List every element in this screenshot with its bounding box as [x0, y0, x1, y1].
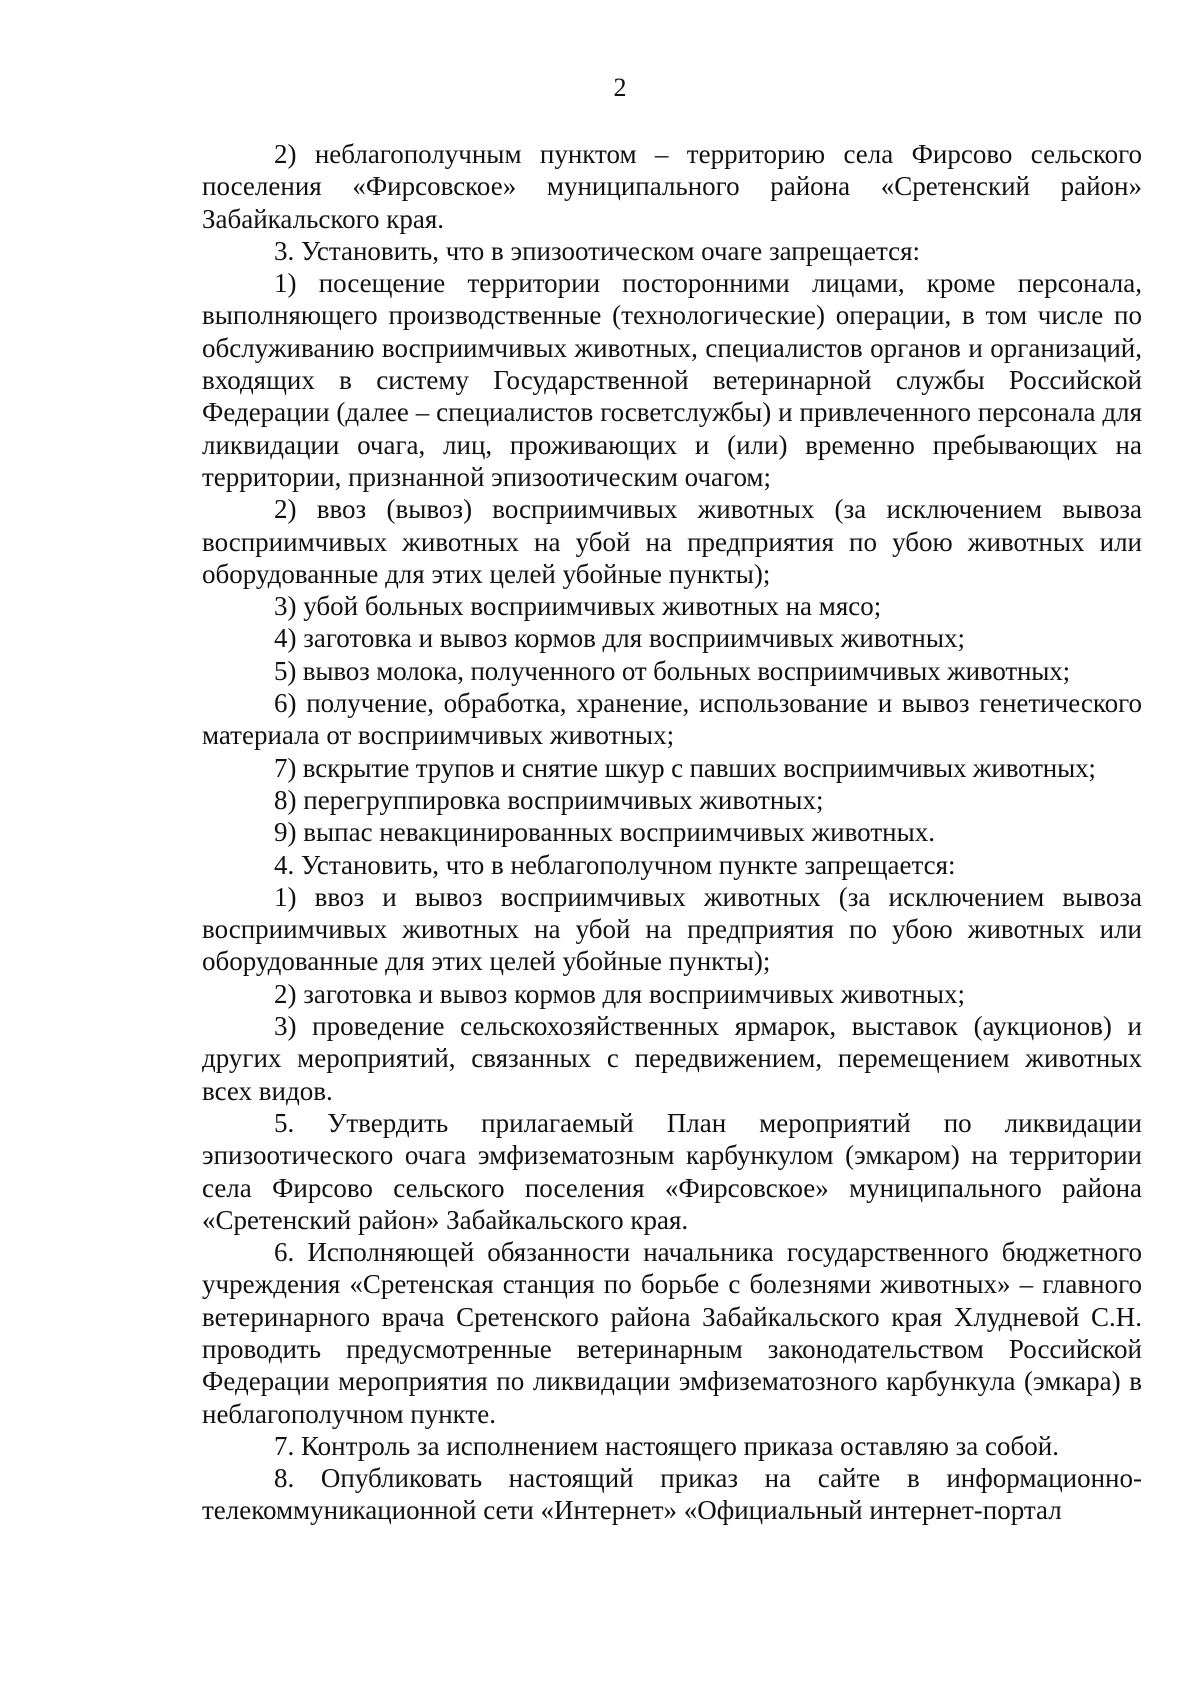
paragraph-4-1-import-export: 1) ввоз и вывоз восприимчивых животных (за исключением вывоза восприимчивых животных на убой на предприятия по убою животных или оборудованные для этих целей убойные пункты); — [202, 881, 1142, 977]
paragraph-3-6-genetic-material: 6) получение, обработка, хранение, использование и вывоз генетического материала от восприимчивых животных; — [202, 688, 1142, 751]
paragraph-section-5-plan: 5. Утвердить прилагаемый План мероприятий по ликвидации эпизоотического очага эмфизематозным карбункулом (эмкаром) на территории села Фирсово сельского поселения «Фирсовское» муниципального района «Сретенский район» Забайкальского края. — [202, 1107, 1142, 1235]
paragraph-3-8-regrouping: 8) перегруппировка восприимчивых животных; — [274, 784, 824, 815]
paragraph-4-2-feed: 2) заготовка и вывоз кормов для восприимчивых животных; — [274, 978, 965, 1009]
paragraph-section-8-publish: 8. Опубликовать настоящий приказ на сайте в информационно-телекоммуникационной сети «Интернет» «Официальный интернет-портал — [202, 1463, 1142, 1526]
paragraph-section-7-control: 7. Контроль за исполнением настоящего приказа оставляю за собой. — [274, 1430, 1059, 1461]
paragraph-section-6-responsible: 6. Исполняющей обязанности начальника государственного бюджетного учреждения «Сретенская станция по борьбе с болезнями животных» – главного ветеринарного врача Сретенского района Забайкальского края Хлудневой С.Н. проводить предусмотренные ветеринарным законодательством Российской Федерации мероприятия по ликвидации эмфизематозного карбункула (эмкара) в неблагополучном пункте. — [202, 1237, 1142, 1429]
paragraph-section-4-heading: 4. Установить, что в неблагополучном пункте запрещается: — [274, 849, 956, 880]
document-body — [202, 138, 1142, 1527]
paragraph-3-9-grazing: 9) выпас невакцинированных восприимчивых животных. — [274, 817, 935, 848]
paragraph-unfavorable-point-definition: 2) неблагополучным пунктом – территорию села Фирсово сельского поселения «Фирсовское» муниципального района «Сретенский район» Забайкальского края. — [202, 139, 1142, 234]
paragraph-3-2-import-export: 2) ввоз (вывоз) восприимчивых животных (за исключением вывоза восприимчивых животных на убой на предприятия по убою животных или оборудованные для этих целей убойные пункты); — [202, 494, 1142, 589]
paragraph-section-3-heading: 3. Установить, что в эпизоотическом очаге запрещается: — [274, 235, 921, 266]
paragraph-4-3-fairs: 3) проведение сельскохозяйственных ярмарок, выставок (аукционов) и других мероприятий, связанных с передвижением, перемещением животных всех видов. — [202, 1011, 1142, 1106]
paragraph-3-5-milk: 5) вывоз молока, полученного от больных восприимчивых животных; — [274, 655, 1070, 686]
page-number: 2 — [613, 73, 627, 102]
paragraph-3-7-carcasses: 7) вскрытие трупов и снятие шкур с павших восприимчивых животных; — [274, 752, 1096, 783]
paragraph-3-4-feed: 4) заготовка и вывоз кормов для восприимчивых животных; — [274, 623, 965, 654]
paragraph-3-1-visiting-territory: 1) посещение территории посторонними лицами, кроме персонала, выполняющего производственные (технологические) операции, в том числе по обслуживанию восприимчивых животных, специалистов органов и организаций, входящих в систему Государственной ветеринарной службы Российской Федерации (далее – специалистов госветслужбы) и привлеченного персонала для ликвидации очага, лиц, проживающих и (или) временно пребывающих на территории, признанной эпизоотическим очагом; — [202, 268, 1142, 492]
paragraph-3-3-slaughter: 3) убой больных восприимчивых животных на мясо; — [274, 591, 882, 622]
